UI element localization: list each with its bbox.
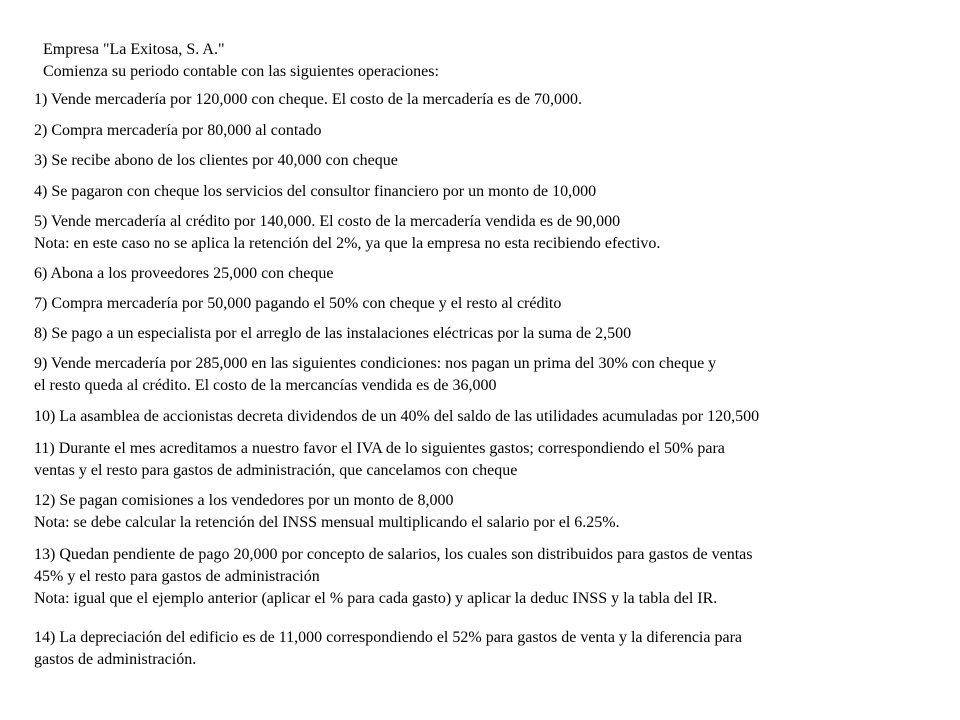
operation-line: 45% y el resto para gastos de administración: [34, 568, 320, 585]
intro-text: Comienza su periodo contable con las siguientes operaciones:: [43, 63, 439, 80]
operation-line: 8) Se pago a un especialista por el arreglo de las instalaciones eléctricas por la suma de 2,500: [34, 325, 632, 342]
operation-line: 2) Compra mercadería por 80,000 al contado: [34, 122, 322, 139]
operation-line: 7) Compra mercadería por 50,000 pagando el 50% con cheque y el resto al crédito: [34, 295, 562, 312]
operation-note: Nota: se debe calcular la retención del INSS mensual multiplicando el salario por el 6.25%.: [34, 514, 620, 531]
operation-line: 12) Se pagan comisiones a los vendedores por un monto de 8,000: [34, 492, 454, 509]
operation-6: [34, 263, 333, 285]
operation-line: 10) La asamblea de accionistas decreta dividendos de un 40% del saldo de las utilidades acumuladas por 120,500: [34, 408, 760, 425]
operation-line: 4) Se pagaron con cheque los servicios del consultor financiero por un monto de 10,000: [34, 183, 597, 200]
operation-11: [34, 438, 725, 482]
operation-line: gastos de administración.: [34, 651, 197, 668]
operation-line: 5) Vende mercadería al crédito por 140,000. El costo de la mercadería vendida es de 90,000: [34, 213, 621, 230]
operation-line: 3) Se recibe abono de los clientes por 40,000 con cheque: [34, 152, 398, 169]
operation-line: ventas y el resto para gastos de administración, que cancelamos con cheque: [34, 462, 518, 479]
operation-9: [34, 353, 716, 397]
operation-line: 1) Vende mercadería por 120,000 con cheque. El costo de la mercadería es de 70,000.: [34, 91, 582, 108]
operation-line: 9) Vende mercadería por 285,000 en las siguientes condiciones: nos pagan un prima del 30% con cheque y: [34, 355, 717, 372]
operation-5: [34, 211, 660, 255]
operation-note: Nota: igual que el ejemplo anterior (aplicar el % para cada gasto) y aplicar la deduc INSS y la tabla del IR.: [34, 590, 718, 607]
operation-12: [34, 490, 620, 534]
operation-7: [34, 293, 561, 315]
operation-note: Nota: en este caso no se aplica la retención del 2%, ya que la empresa no esta recibiendo efectivo.: [34, 235, 661, 252]
operation-1: [34, 89, 582, 111]
company-title: Empresa "La Exitosa, S. A.": [43, 41, 225, 58]
operation-line: el resto queda al crédito. El costo de la mercancías vendida es de 36,000: [34, 377, 497, 394]
operation-3: [34, 150, 398, 172]
operation-8: [34, 323, 631, 345]
operation-14: [34, 627, 742, 671]
operation-line: 13) Quedan pendiente de pago 20,000 por concepto de salarios, los cuales son distribuidos para gastos de ventas: [34, 546, 753, 563]
operation-4: [34, 181, 596, 203]
operation-line: 11) Durante el mes acreditamos a nuestro favor el IVA de lo siguientes gastos; correspondiendo el 50% para: [34, 440, 725, 457]
operation-line: 6) Abona a los proveedores 25,000 con cheque: [34, 265, 334, 282]
operation-13: [34, 544, 752, 610]
operation-10: [34, 406, 759, 428]
operation-2: [34, 120, 321, 142]
operation-line: 14) La depreciación del edificio es de 11,000 correspondiendo el 52% para gastos de venta y la diferencia para: [34, 629, 742, 646]
